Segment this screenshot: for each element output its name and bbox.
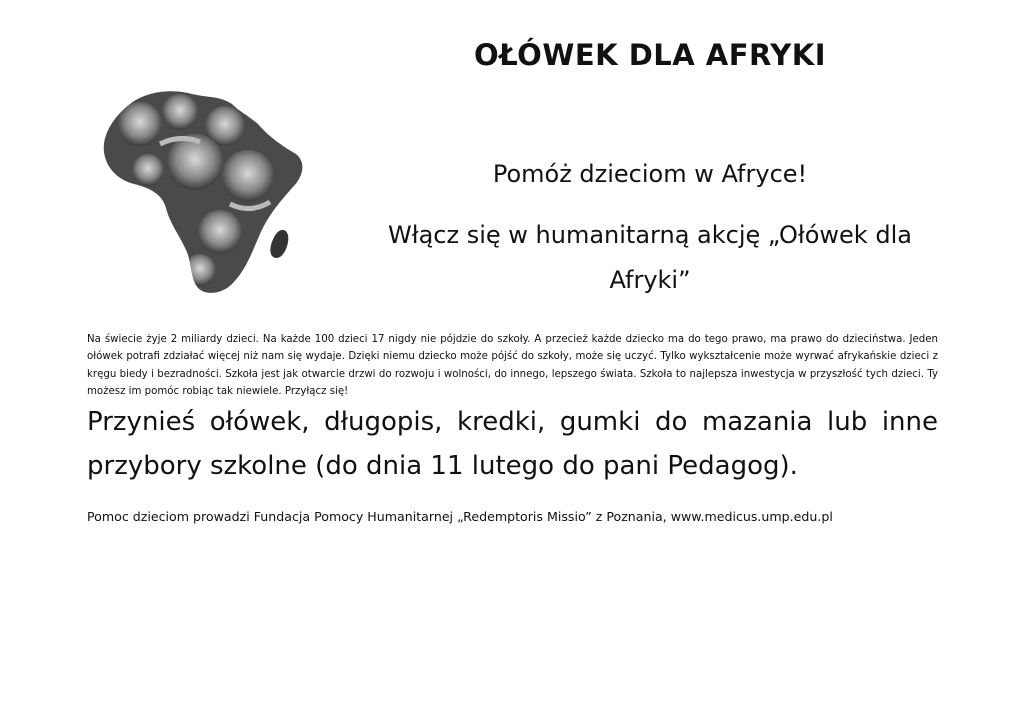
footer-note: Pomoc dzieciom prowadzi Fundacja Pomocy Humanitarnej „Redemptoris Missio” z Poznania, www.medicus.ump.edu.pl: [87, 509, 833, 524]
africa-map-icon: [100, 84, 310, 296]
africa-children-image: [100, 84, 310, 296]
instruction-paragraph: Przynieś ołówek, długopis, kredki, gumki do mazania lub inne przybory szkolne (do dnia 11 lutego do pani Pedagog).: [87, 407, 938, 481]
body-paragraph: Na świecie żyje 2 miliardy dzieci. Na każde 100 dzieci 17 nigdy nie pójdzie do szkoły. A przecież każde dziecko ma do tego prawo, ma prawo do dzieciństwa. Jeden ołówek potrafi zdziałać więcej niż nam się wydaje. Dzięki niemu dziecko może pójść do szkoły, może się uczyć. Tylko wykształcenie może wyrwać afrykańskie dzieci z kręgu biedy i bezradności. Szkoła jest jak otwarcie drzwi do rozwoju i wolności, do innego, lepszego świata. Szkoła to najlepsza inwestycja w przyszłość tych dzieci. Ty możesz im pomóc robiąc tak niewiele. Przyłącz się!: [87, 334, 938, 398]
subtitle: Pomóż dzieciom w Afryce!: [492, 160, 808, 188]
page-title: OŁÓWEK DLA AFRYKI: [473, 38, 827, 72]
call-to-action: Włącz się w humanitarną akcję „Ołówek dla Afryki”: [388, 221, 912, 294]
